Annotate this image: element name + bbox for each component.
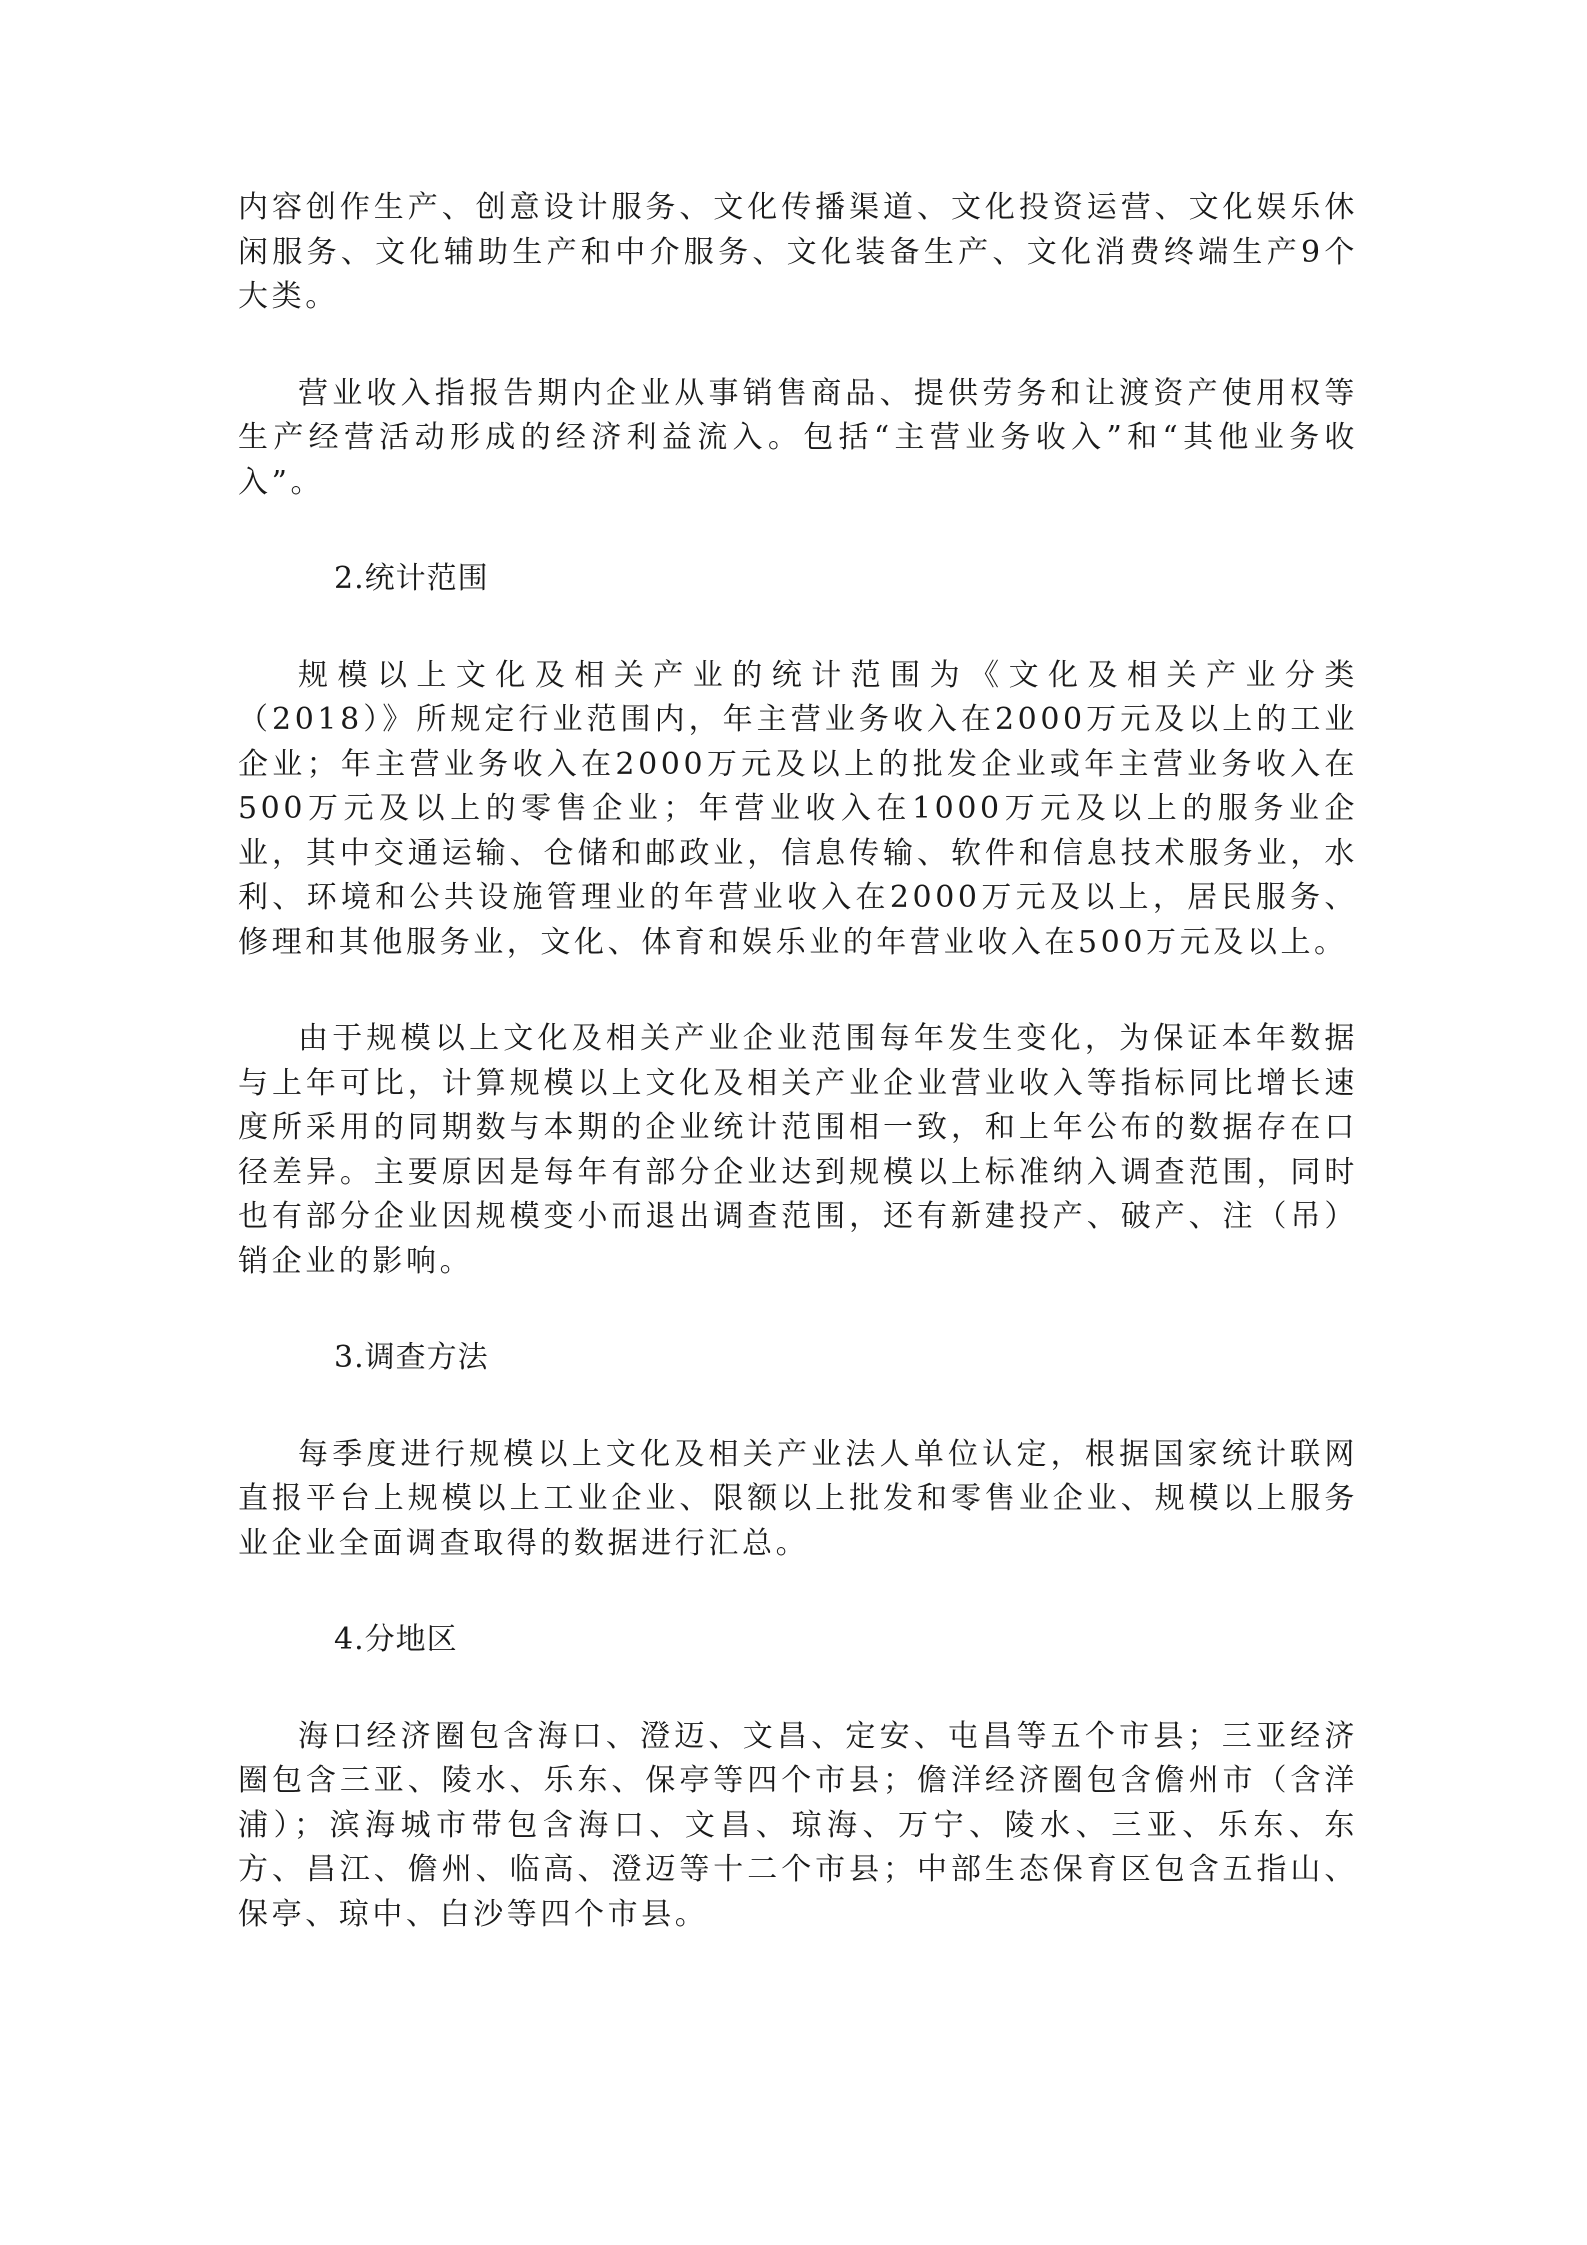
document-page [238,186,1358,1937]
paragraph-by-region: 海口经济圈包含海口、澄迈、文昌、定安、屯昌等五个市县；三亚经济圈包含三亚、陵水、乐东、保亭等四个市县；儋洋经济圈包含儋州市（含洋浦）；滨海城市带包含海口、文昌、琼海、万宁、陵水、三亚、乐东、东方、昌江、儋州、临高、澄迈等十二个市县；中部生态保育区包含五指山、保亭、琼中、白沙等四个市县。 [238,1718,1358,1932]
paragraph-industry-categories: 内容创作生产、创意设计服务、文化传播渠道、文化投资运营、文化娱乐休闲服务、文化辅助生产和中介服务、文化装备生产、文化消费终端生产9个大类。 [238,190,1358,314]
paragraph-survey-method: 每季度进行规模以上文化及相关产业法人单位认定，根据国家统计联网直报平台上规模以上工业企业、限额以上批发和零售业企业、规模以上服务业企业全面调查取得的数据进行汇总。 [238,1436,1358,1561]
heading-survey-method: 3.调查方法 [334,1340,489,1375]
paragraph-comparability-note: 由于规模以上文化及相关产业企业范围每年发生变化，为保证本年数据与上年可比，计算规模以上文化及相关产业企业营业收入等指标同比增长速度所采用的同期数与本期的企业统计范围相一致，和上年公布的数据存在口径差异。主要原因是每年有部分企业达到规模以上标准纳入调查范围，同时也有部分企业因规模变小而退出调查范围，还有新建投产、破产、注（吊）销企业的影响。 [238,1021,1358,1279]
heading-by-region: 4.分地区 [334,1622,458,1657]
paragraph-revenue-definition: 营业收入指报告期内企业从事销售商品、提供劳务和让渡资产使用权等生产经营活动形成的经济利益流入。包括“主营业务收入”和“其他业务收入”。 [238,375,1358,500]
paragraph-statistical-scope: 规模以上文化及相关产业的统计范围为《文化及相关产业分类（2018）》所规定行业范围内，年主营业务收入在2000万元及以上的工业企业；年主营业务收入在2000万元及以上的批发企业或年主营业务收入在500万元及以上的零售企业；年营业收入在1000万元及以上的服务业企业，其中交通运输、仓储和邮政业，信息传输、软件和信息技术服务业，水利、环境和公共设施管理业的年营业收入在2000万元及以上，居民服务、修理和其他服务业，文化、体育和娱乐业的年营业收入在500万元及以上。 [238,657,1358,960]
heading-statistical-scope: 2.统计范围 [334,561,489,596]
